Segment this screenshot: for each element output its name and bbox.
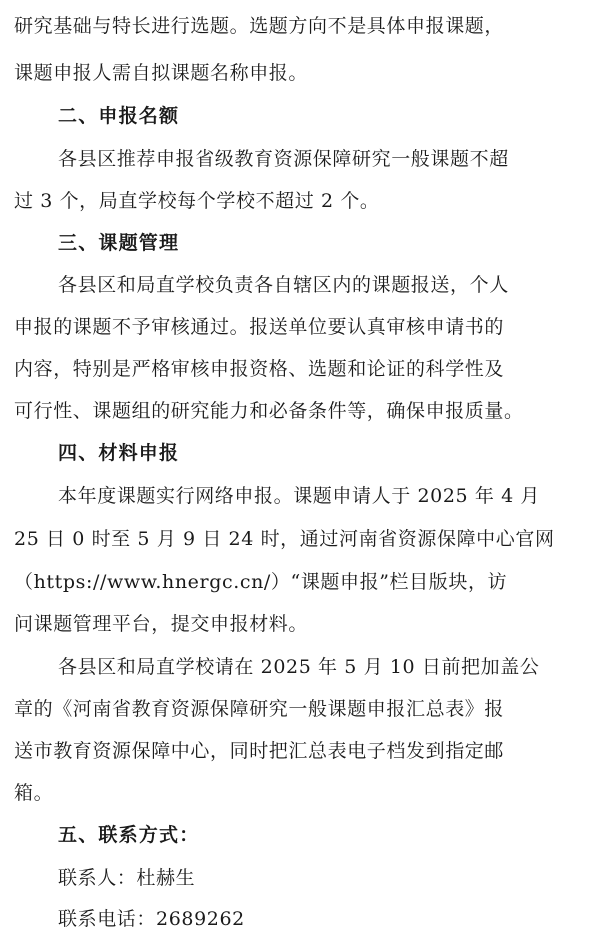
contact-person: 联系人：杜赫生: [58, 867, 196, 889]
management-line-1: 各县区和局直学校负责各自辖区内的课题报送，个人: [58, 274, 509, 296]
quota-line-1: 各县区推荐申报省级教育资源保障研究一般课题不超: [58, 148, 509, 170]
management-line-2: 申报的课题不予审核通过。报送单位要认真审核申请书的: [14, 316, 505, 338]
quota-line-2: 过 3 个，局直学校每个学校不超过 2 个。: [14, 190, 380, 212]
section-heading-materials: 四、材料申报: [58, 442, 180, 464]
intro-line-1: 研究基础与特长进行选题。选题方向不是具体申报课题，: [14, 15, 505, 37]
materials-p1-line-1: 本年度课题实行网络申报。课题申请人于 2025 年 4 月: [58, 485, 541, 507]
materials-p1-line-2: 25 日 0 时至 5 月 9 日 24 时，通过河南省资源保障中心官网: [14, 528, 555, 550]
management-line-4: 可行性、课题组的研究能力和必备条件等，确保申报质量。: [14, 400, 524, 422]
materials-p1-line-3: （https://www.hnergc.cn/）“课题申报”栏目版块，访: [14, 571, 508, 593]
materials-p1-line-4: 问课题管理平台，提交申报材料。: [14, 613, 309, 635]
section-heading-quota: 二、申报名额: [58, 105, 180, 127]
materials-p2-line-4: 箱。: [14, 782, 54, 804]
section-heading-management: 三、课题管理: [58, 232, 180, 254]
management-line-3: 内容，特别是严格审核申报资格、选题和论证的科学性及: [14, 358, 505, 380]
materials-p2-line-1: 各县区和局直学校请在 2025 年 5 月 10 日前把加盖公: [58, 656, 540, 678]
materials-p2-line-3: 送市教育资源保障中心，同时把汇总表电子档发到指定邮: [14, 740, 505, 762]
intro-line-2: 课题申报人需自拟课题名称申报。: [14, 62, 309, 84]
section-heading-contact: 五、联系方式：: [58, 824, 200, 846]
materials-p2-line-2: 章的《河南省教育资源保障研究一般课题申报汇总表》报: [14, 698, 505, 720]
contact-phone: 联系电话：2689262: [58, 908, 245, 930]
